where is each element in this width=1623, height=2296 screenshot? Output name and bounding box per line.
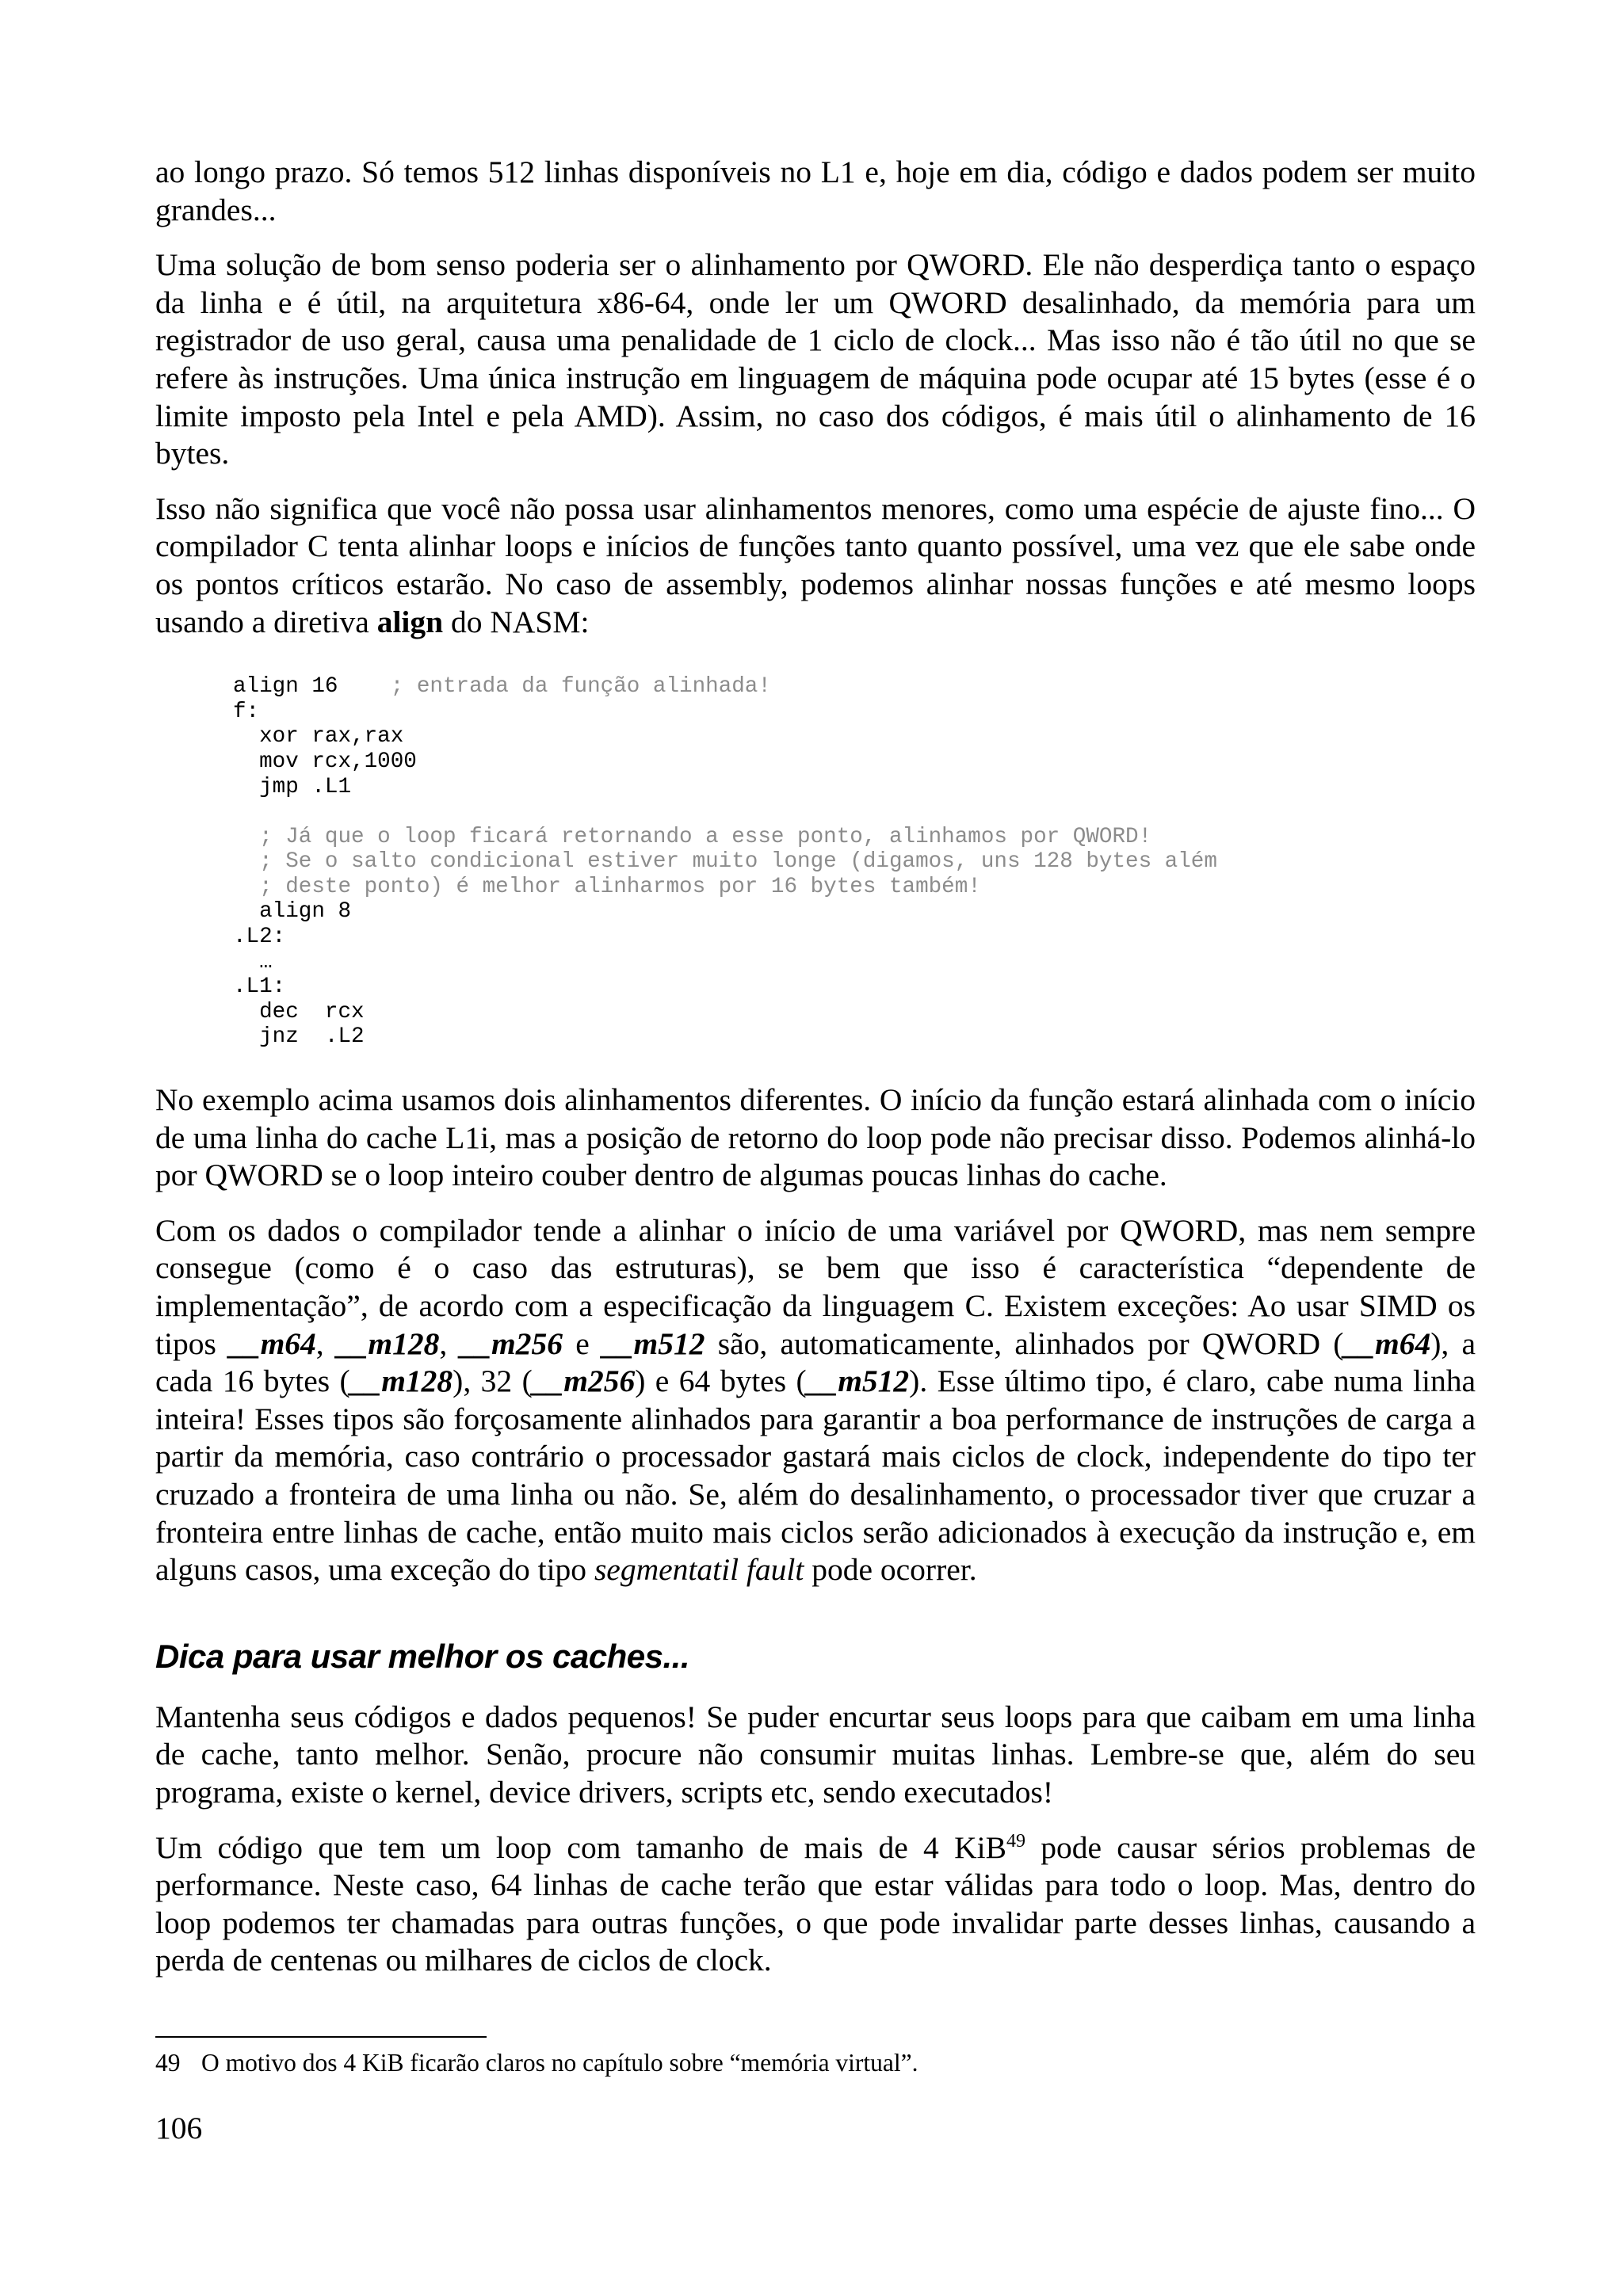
paragraph-5-text: ) e 64 bytes (	[635, 1363, 807, 1399]
footnote-text: O motivo dos 4 KiB ficarão claros no capítulo sobre “memória virtual”.	[201, 2049, 918, 2077]
footnote-divider	[155, 2036, 487, 2038]
paragraph-7-text-a: Um código que tem um loop com tamanho de mais de 4 KiB	[155, 1829, 1006, 1865]
type-m64: __m64	[229, 1325, 316, 1361]
type-m256: __m256	[460, 1325, 563, 1361]
code-line: jmp .L1	[233, 774, 352, 799]
paragraph-4: No exemplo acima usamos dois alinhamentos diferentes. O início da função estará alinhada com o início de uma linha do cache L1i, mas a posição de retorno do loop pode não precisar disso. Podemos alinhá-lo por QWORD se o loop inteiro couber dentro de algumas poucas linhas do cache.	[155, 1082, 1476, 1193]
code-line: …	[233, 949, 273, 974]
code-line: f:	[233, 699, 260, 724]
paragraph-5-text: ), 32 (	[453, 1363, 533, 1399]
paragraph-5-text: ,	[315, 1325, 337, 1361]
type-m512: __m512	[601, 1325, 705, 1361]
footnote-number: 49	[155, 2049, 181, 2077]
page-number: 106	[155, 2111, 203, 2145]
code-line: align 8	[233, 899, 352, 925]
paragraph-7	[155, 1829, 1476, 1980]
page-body	[155, 154, 1476, 1997]
paragraph-5-text: pode ocorrer.	[804, 1552, 977, 1588]
code-line: xor rax,rax	[233, 724, 404, 749]
paragraph-3	[155, 490, 1476, 641]
align-directive: align	[376, 604, 444, 639]
code-line: .L2:	[233, 925, 286, 950]
paragraph-5-text: e	[562, 1325, 602, 1361]
footnote	[155, 2047, 1476, 2079]
paragraph-7-text-b: pode causar sérios problemas de performance. Neste caso, 64 linhas de cache terão que estar válidas para todo o loop. Mas, dentro do loop podemos ter chamadas para outras funções, o que pode invalidar parte desses linhas, causando a perda de centenas ou milhares de ciclos de clock.	[155, 1829, 1476, 1978]
paragraph-5-text: são, automaticamente, alinhados por QWORD (	[705, 1325, 1344, 1361]
section-heading: Dica para usar melhor os caches...	[155, 1637, 689, 1675]
paragraph-6: Mantenha seus códigos e dados pequenos! Se puder encurtar seus loops para que caibam em uma linha de cache, tanto melhor. Senão, procure não consumir muitas linhas. Lembre-se que, além do seu programa, existe o kernel, device drivers, scripts etc, sendo executados!	[155, 1699, 1476, 1810]
code-comment-line: ; Já que o loop ficará retornando a esse ponto, alinhamos por QWORD!	[233, 824, 1152, 849]
code-comment-line: ; deste ponto) é melhor alinharmos por 16 bytes também!	[233, 874, 981, 899]
footnote-reference[interactable]: 49	[1006, 1830, 1025, 1852]
type-m64: __m64	[1343, 1325, 1431, 1361]
code-line: .L1:	[233, 974, 286, 1000]
paragraph-3-text-b: do NASM:	[443, 604, 590, 639]
paragraph-1: ao longo prazo. Só temos 512 linhas disponíveis no L1 e, hoje em dia, código e dados podem ser muito grandes...	[155, 154, 1476, 227]
code-line: dec rcx	[233, 999, 365, 1024]
type-m256: __m256	[532, 1363, 636, 1399]
type-m128: __m128	[349, 1363, 453, 1399]
segfault-term: segmentatil fault	[594, 1552, 804, 1588]
paragraph-5-text: ,	[439, 1325, 460, 1361]
code-line: jnz .L2	[233, 1024, 365, 1050]
code-comment: ; entrada da função alinhada!	[338, 674, 771, 700]
type-m512: __m512	[806, 1363, 910, 1399]
paragraph-5-text: ), a cada 16 bytes (	[155, 1325, 1476, 1399]
code-line: mov rcx,1000	[233, 749, 417, 774]
code-comment-line: ; Se o salto condicional estiver muito longe (digamos, uns 128 bytes além	[233, 849, 1217, 875]
code-block	[233, 674, 1476, 1050]
code-line	[233, 674, 1476, 700]
paragraph-5-text: Com os dados o compilador tende a alinhar o início de uma variável por QWORD, mas nem sempre consegue (como é o caso das estruturas), se bem que isso é característica “dependente de implementação”, de acordo com a especificação da linguagem C. Existem exceções: Ao usar SIMD os tipos	[155, 1212, 1476, 1361]
code-text: align 16	[233, 674, 338, 700]
paragraph-3-text-a: Isso não significa que você não possa usar alinhamentos menores, como uma espécie de ajuste fino... O compilador C tenta alinhar loops e inícios de funções tanto quanto possível, uma vez que ele sabe onde os pontos críticos estarão. No caso de assembly, podemos alinhar nossas funções e até mesmo loops usando a diretiva	[155, 490, 1476, 639]
paragraph-2: Uma solução de bom senso poderia ser o alinhamento por QWORD. Ele não desperdiça tanto o espaço da linha e é útil, na arquitetura x86-64, onde ler um QWORD desalinhado, da memória para um registrador de uso geral, causa uma penalidade de 1 ciclo de clock... Mas isso não é tão útil no que se refere às instruções. Uma única instrução em linguagem de máquina pode ocupar até 15 bytes (esse é o limite imposto pela Intel e pela AMD). Assim, no caso dos códigos, é mais útil o alinhamento de 16 bytes.	[155, 247, 1476, 471]
paragraph-5	[155, 1212, 1476, 1589]
type-m128: __m128	[336, 1325, 440, 1361]
code-line	[233, 799, 1476, 825]
paragraph-5-text: ). Esse último tipo, é claro, cabe numa linha inteira! Esses tipos são forçosamente alinhados para garantir a boa performance de instruções de carga a partir da memória, caso contrário o processador gastará mais ciclos de clock, independente do tipo ter cruzado a fronteira de uma linha ou não. Se, além do desalinhamento, o processador tiver que cruzar a fronteira entre linhas de cache, então muito mais ciclos serão adicionados à execução da instrução e, em alguns casos, uma exceção do tipo	[155, 1363, 1476, 1588]
